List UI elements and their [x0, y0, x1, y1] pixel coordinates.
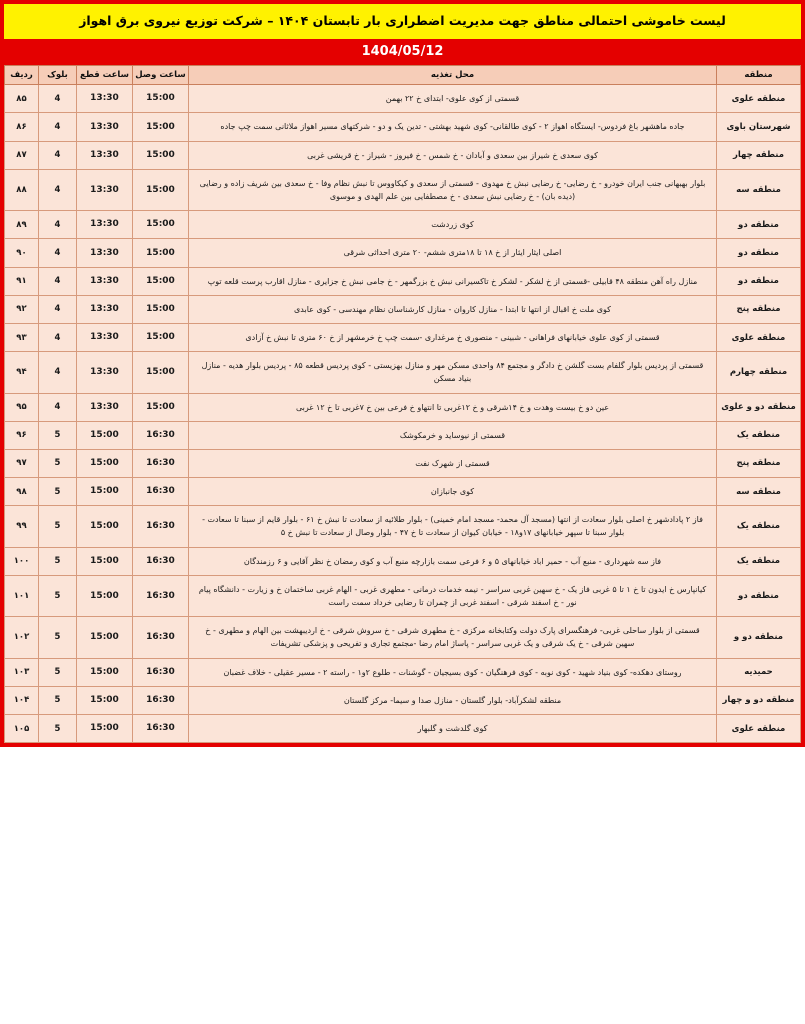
cell-index: ۹۷ [5, 449, 39, 477]
cell-restore-time: 15:00 [133, 393, 189, 421]
cell-description: قسمتی از شهرک نفت [189, 449, 717, 477]
cell-description: قسمتی از کوی علوی- ابتدای خ ۲۲ بهمن [189, 85, 717, 113]
table-row [5, 478, 801, 506]
table-row [5, 617, 801, 658]
cell-index: ۸۷ [5, 141, 39, 169]
column-header-index: ردیف [5, 66, 39, 85]
cell-block: 5 [39, 506, 77, 547]
table-row [5, 421, 801, 449]
cell-restore-time: 15:00 [133, 295, 189, 323]
cell-restore-time: 16:30 [133, 686, 189, 714]
cell-region: منطقه دو و [717, 617, 801, 658]
table-row [5, 575, 801, 616]
cell-outage-time: 15:00 [77, 449, 133, 477]
cell-restore-time: 15:00 [133, 239, 189, 267]
cell-index: ۸۶ [5, 113, 39, 141]
cell-block: 4 [39, 295, 77, 323]
table-row [5, 211, 801, 239]
cell-index: ۹۲ [5, 295, 39, 323]
cell-outage-time: 13:30 [77, 323, 133, 351]
cell-restore-time: 15:00 [133, 141, 189, 169]
cell-outage-time: 15:00 [77, 547, 133, 575]
cell-restore-time: 15:00 [133, 323, 189, 351]
cell-index: ۱۰۳ [5, 658, 39, 686]
cell-description: قسمتی از بلوار ساحلی غربی- فرهنگسرای پارک دولت وکتابخانه مرکزی - خ مطهری شرقی - خ سروش شرقی - خ اردیبهشت بین الهام و مطهری - خ سهین شرقی - خ یک شرقی و یک غربی سراسر - پاساژ امام رضا -مجتمع تجاری و تفریحی و پزشکی تشریفات [189, 617, 717, 658]
cell-restore-time: 16:30 [133, 617, 189, 658]
cell-region: منطقه چهارم [717, 352, 801, 393]
table-head [5, 66, 801, 85]
cell-region: منطقه یک [717, 547, 801, 575]
cell-description: کیانپارس خ ایدون تا خ ۱ تا ۵ غربی فاز یک - خ سهین غربی سراسر - نیمه خدمات درمانی - مطهری غربی - الهام غربی ساختمان خ و زیارت - دانشگاه پیام نور - خ اسفند شرقی - اسفند غربی از چمران تا رضایی خرداد سمت راست [189, 575, 717, 616]
table-row [5, 547, 801, 575]
cell-restore-time: 15:00 [133, 169, 189, 210]
table-row [5, 169, 801, 210]
cell-outage-time: 13:30 [77, 113, 133, 141]
cell-region: منطقه سه [717, 478, 801, 506]
cell-region: منطقه یک [717, 421, 801, 449]
cell-region: منطقه یک [717, 506, 801, 547]
cell-outage-time: 13:30 [77, 239, 133, 267]
column-header-block: بلوک [39, 66, 77, 85]
cell-region: حمیدیه [717, 658, 801, 686]
outage-table [4, 65, 801, 743]
cell-outage-time: 15:00 [77, 506, 133, 547]
cell-index: ۸۹ [5, 211, 39, 239]
cell-index: ۹۵ [5, 393, 39, 421]
column-header-restore-time: ساعت وصل [133, 66, 189, 85]
table-body [5, 85, 801, 743]
table-row [5, 113, 801, 141]
cell-region: منطقه دو [717, 267, 801, 295]
cell-index: ۱۰۰ [5, 547, 39, 575]
cell-description: قسمتی از نیوساید و خرمکوشک [189, 421, 717, 449]
cell-region: منطقه علوی [717, 85, 801, 113]
cell-block: 5 [39, 658, 77, 686]
cell-description: کوی سعدی خ شیراز بین سعدی و آبادان - خ شمس - خ فیروز - شیراز - خ قریشی غربی [189, 141, 717, 169]
cell-index: ۱۰۱ [5, 575, 39, 616]
cell-index: ۱۰۴ [5, 686, 39, 714]
cell-description: بلوار بهبهانی جنب ایران خودرو - خ رضایی- خ رضایی نبش خ مهدوی - قسمتی از سعدی و کیکاووس تا نبش نظام وفا - خ سعدی بین شریف زاده و رضایی (دیده بان) - خ رضایی نبش سعدی - خ مصطفایی بین علم الهدی و موسوی [189, 169, 717, 210]
cell-restore-time: 15:00 [133, 211, 189, 239]
cell-outage-time: 13:30 [77, 352, 133, 393]
cell-outage-time: 15:00 [77, 478, 133, 506]
cell-block: 5 [39, 575, 77, 616]
cell-region: منطقه علوی [717, 714, 801, 742]
header-date: 1404/05/12 [0, 39, 805, 65]
cell-restore-time: 15:00 [133, 352, 189, 393]
table-row [5, 323, 801, 351]
cell-block: 4 [39, 393, 77, 421]
column-header-outage-time: ساعت قطع [77, 66, 133, 85]
header-banner [0, 0, 805, 39]
table-row [5, 267, 801, 295]
cell-outage-time: 13:30 [77, 141, 133, 169]
cell-restore-time: 15:00 [133, 113, 189, 141]
cell-description: فاز ۲ پادادشهر خ اصلی بلوار سعادت از انتها (مسجد آل محمد- مسجد امام خمینی) - بلوار طلائیه از سعادت تا نبش خ ۶۱ - بلوار قایم از سبنا تا سعادت - بلوار سبنا تا سپهر خیابانهای ۱۷و۱۸ - خیابان کیوان از سعادت تا خ ۴۷ - بلوار وصال از سعادت تا نبش خ ۵ [189, 506, 717, 547]
cell-index: ۹۶ [5, 421, 39, 449]
cell-index: ۸۸ [5, 169, 39, 210]
cell-region: منطقه دو [717, 239, 801, 267]
table-row [5, 658, 801, 686]
table-row [5, 714, 801, 742]
cell-restore-time: 15:00 [133, 267, 189, 295]
cell-block: 4 [39, 85, 77, 113]
cell-index: ۱۰۲ [5, 617, 39, 658]
cell-block: 4 [39, 211, 77, 239]
cell-block: 5 [39, 449, 77, 477]
table-row [5, 239, 801, 267]
cell-outage-time: 15:00 [77, 575, 133, 616]
cell-block: 4 [39, 239, 77, 267]
column-header-description: محل تغذیه [189, 66, 717, 85]
cell-description: منازل راه آهن منطقه ۴۸ قابیلی -قسمتی از خ لشکر - لشکر خ تاکسیرانی نبش خ بزرگمهر - خ جامی نبش خ جزایری - منازل اقارب پرست قلعه توپ [189, 267, 717, 295]
cell-block: 5 [39, 421, 77, 449]
cell-restore-time: 16:30 [133, 478, 189, 506]
cell-restore-time: 16:30 [133, 421, 189, 449]
cell-block: 5 [39, 547, 77, 575]
cell-restore-time: 16:30 [133, 714, 189, 742]
column-header-region: منطقه [717, 66, 801, 85]
table-wrapper [0, 65, 805, 747]
cell-index: ۹۹ [5, 506, 39, 547]
table-row [5, 686, 801, 714]
cell-block: 4 [39, 352, 77, 393]
cell-index: ۸۵ [5, 85, 39, 113]
cell-region: منطقه علوی [717, 323, 801, 351]
cell-outage-time: 15:00 [77, 714, 133, 742]
cell-block: 5 [39, 478, 77, 506]
cell-index: ۹۳ [5, 323, 39, 351]
cell-block: 4 [39, 141, 77, 169]
cell-outage-time: 13:30 [77, 393, 133, 421]
cell-outage-time: 13:30 [77, 169, 133, 210]
cell-description: کوی گلدشت و گلبهار [189, 714, 717, 742]
cell-region: منطقه دو [717, 575, 801, 616]
cell-description: فاز سه شهرداری - منبع آب - حمیر اباد خیابانهای ۵ و ۶ فرعی سمت بازارچه منبع آب و کوی رمضان خ نظر آقایی و ۶ رزمندگان [189, 547, 717, 575]
table-row [5, 506, 801, 547]
cell-index: ۹۴ [5, 352, 39, 393]
cell-region: منطقه چهار [717, 141, 801, 169]
cell-restore-time: 16:30 [133, 547, 189, 575]
cell-index: ۹۸ [5, 478, 39, 506]
table-row [5, 141, 801, 169]
cell-index: ۱۰۵ [5, 714, 39, 742]
cell-block: 4 [39, 113, 77, 141]
cell-block: 4 [39, 323, 77, 351]
cell-block: 5 [39, 617, 77, 658]
cell-region: منطقه دو و چهار [717, 686, 801, 714]
cell-block: 4 [39, 267, 77, 295]
cell-region: منطقه پنج [717, 449, 801, 477]
cell-outage-time: 15:00 [77, 617, 133, 658]
page-title: لیست خاموشی احتمالی مناطق جهت مدیریت اضطراری بار تابستان ۱۴۰۴ – شرکت توزیع نیروی برق اهواز [79, 13, 726, 28]
cell-outage-time: 13:30 [77, 295, 133, 323]
cell-region: منطقه سه [717, 169, 801, 210]
cell-outage-time: 13:30 [77, 211, 133, 239]
cell-block: 4 [39, 169, 77, 210]
cell-block: 5 [39, 686, 77, 714]
cell-description: قسمتی از کوی علوی خیابانهای فراهانی - شبینی - منصوری خ مرغداری -سمت چپ خ خرمشهر از خ ۶۰ متری تا نبش خ آزادی [189, 323, 717, 351]
cell-restore-time: 16:30 [133, 658, 189, 686]
cell-region: شهرستان باوی [717, 113, 801, 141]
table-row [5, 85, 801, 113]
table-row [5, 393, 801, 421]
cell-restore-time: 16:30 [133, 449, 189, 477]
cell-index: ۹۱ [5, 267, 39, 295]
cell-outage-time: 15:00 [77, 686, 133, 714]
cell-restore-time: 16:30 [133, 575, 189, 616]
table-row [5, 449, 801, 477]
cell-description: جاده ماهشهر باغ فردوس- ایستگاه اهواز ۲ - کوی طالقانی- کوی شهید بهشتی - تدین یک و دو - شرکتهای مسیر اهواز ملاثانی سمت چپ جاده [189, 113, 717, 141]
cell-description: کوی زردشت [189, 211, 717, 239]
cell-region: منطقه دو [717, 211, 801, 239]
cell-description: کوی جانبازان [189, 478, 717, 506]
cell-description: عین دو خ بیست وهدت و خ ۱۴شرقی و خ ۱۲غربی تا انتهاو خ فرعی بین خ ۷غربی تا خ ۱۲ غربی [189, 393, 717, 421]
cell-region: منطقه پنج [717, 295, 801, 323]
table-header-row [5, 66, 801, 85]
cell-description: اصلی ایثار ایثار از خ ۱۸ تا ۱۸متری ششم- ۲۰ متری احداثی شرقی [189, 239, 717, 267]
cell-restore-time: 16:30 [133, 506, 189, 547]
table-row [5, 352, 801, 393]
cell-outage-time: 13:30 [77, 85, 133, 113]
cell-block: 5 [39, 714, 77, 742]
cell-index: ۹۰ [5, 239, 39, 267]
cell-restore-time: 15:00 [133, 85, 189, 113]
cell-outage-time: 15:00 [77, 658, 133, 686]
cell-outage-time: 13:30 [77, 267, 133, 295]
cell-description: کوی ملت خ اقبال از انتها تا ابتدا - منازل کاروان - منازل کارشناسان نظام مهندسی - کوی عابدی [189, 295, 717, 323]
cell-region: منطقه دو و علوی [717, 393, 801, 421]
cell-description: روستای دهکده- کوی بنیاد شهید - کوی نوبه - کوی فرهنگیان - کوی بسیجیان - گوشنات - طلوع ۲و۱ - راسته ۲ - مسیر عقیلی - خلاف غضبان [189, 658, 717, 686]
cell-outage-time: 15:00 [77, 421, 133, 449]
cell-description: قسمتی از پردیس بلوار گلفام بست گلشن خ دادگر و مجتمع ۸۴ واحدی مسکن مهر و منازل بهزیستی - کوی پردیس قطعه ۸۵ - پردیس بلوار هدیه - منازل بنیاد مسکن [189, 352, 717, 393]
cell-description: منطقه لشکرآباد- بلوار گلستان - منازل صدا و سیما- مرکز گلستان [189, 686, 717, 714]
table-row [5, 295, 801, 323]
